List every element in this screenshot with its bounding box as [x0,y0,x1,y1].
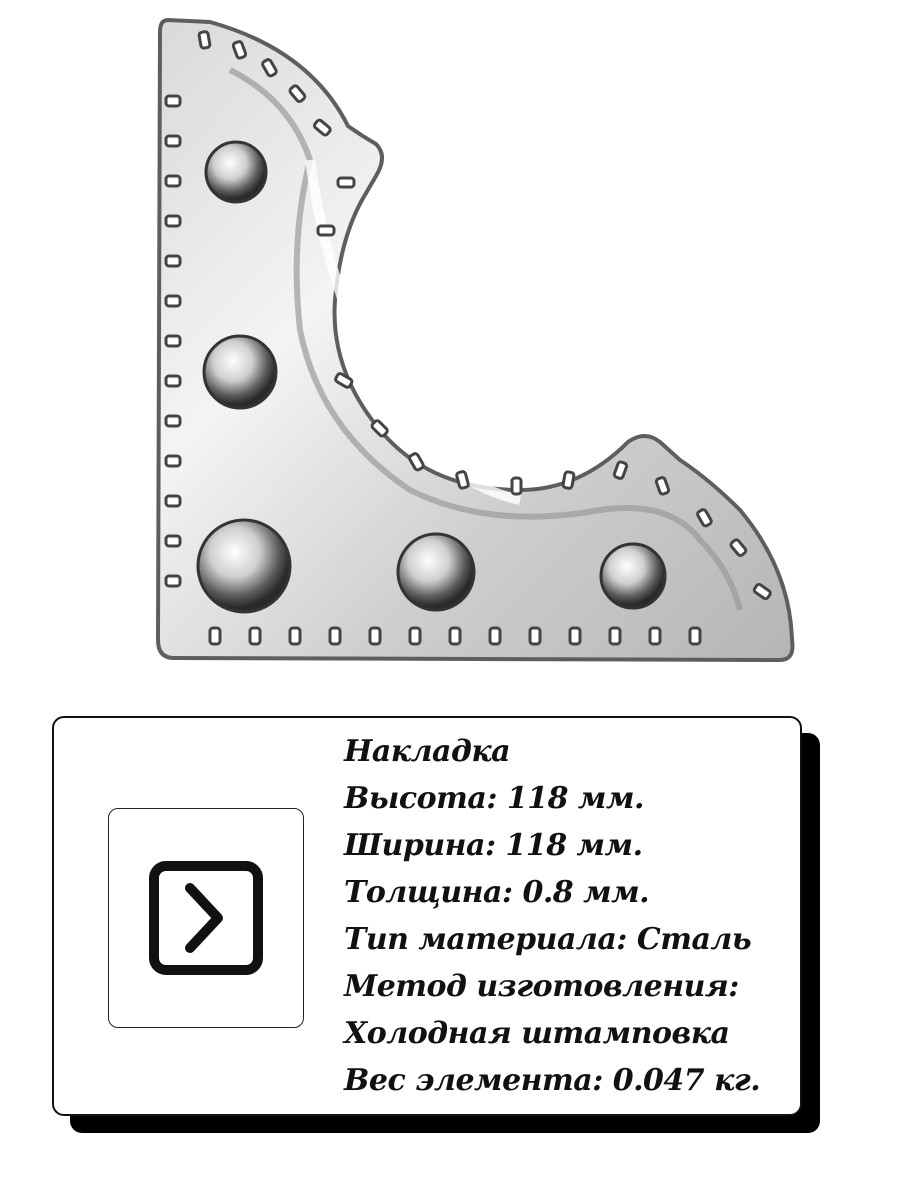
steel-corner-plate-icon [140,10,810,670]
spec-list [344,728,794,1104]
spec-thickness: Толщина: 0.8 мм. [344,875,650,910]
spec-method-value: Холодная штамповка [344,1016,730,1051]
next-button[interactable] [108,808,304,1028]
spec-material: Тип материала: Сталь [344,922,752,957]
info-card [52,716,802,1116]
spec-width: Ширина: 118 мм. [344,828,643,863]
spec-method-label: Метод изготовления: [344,969,739,1004]
spec-title: Накладка [344,734,511,769]
spec-height: Высота: 118 мм. [344,781,644,816]
chevron-right-square-icon [146,858,266,978]
spec-weight: Вес элемента: 0.047 кг. [344,1063,761,1098]
